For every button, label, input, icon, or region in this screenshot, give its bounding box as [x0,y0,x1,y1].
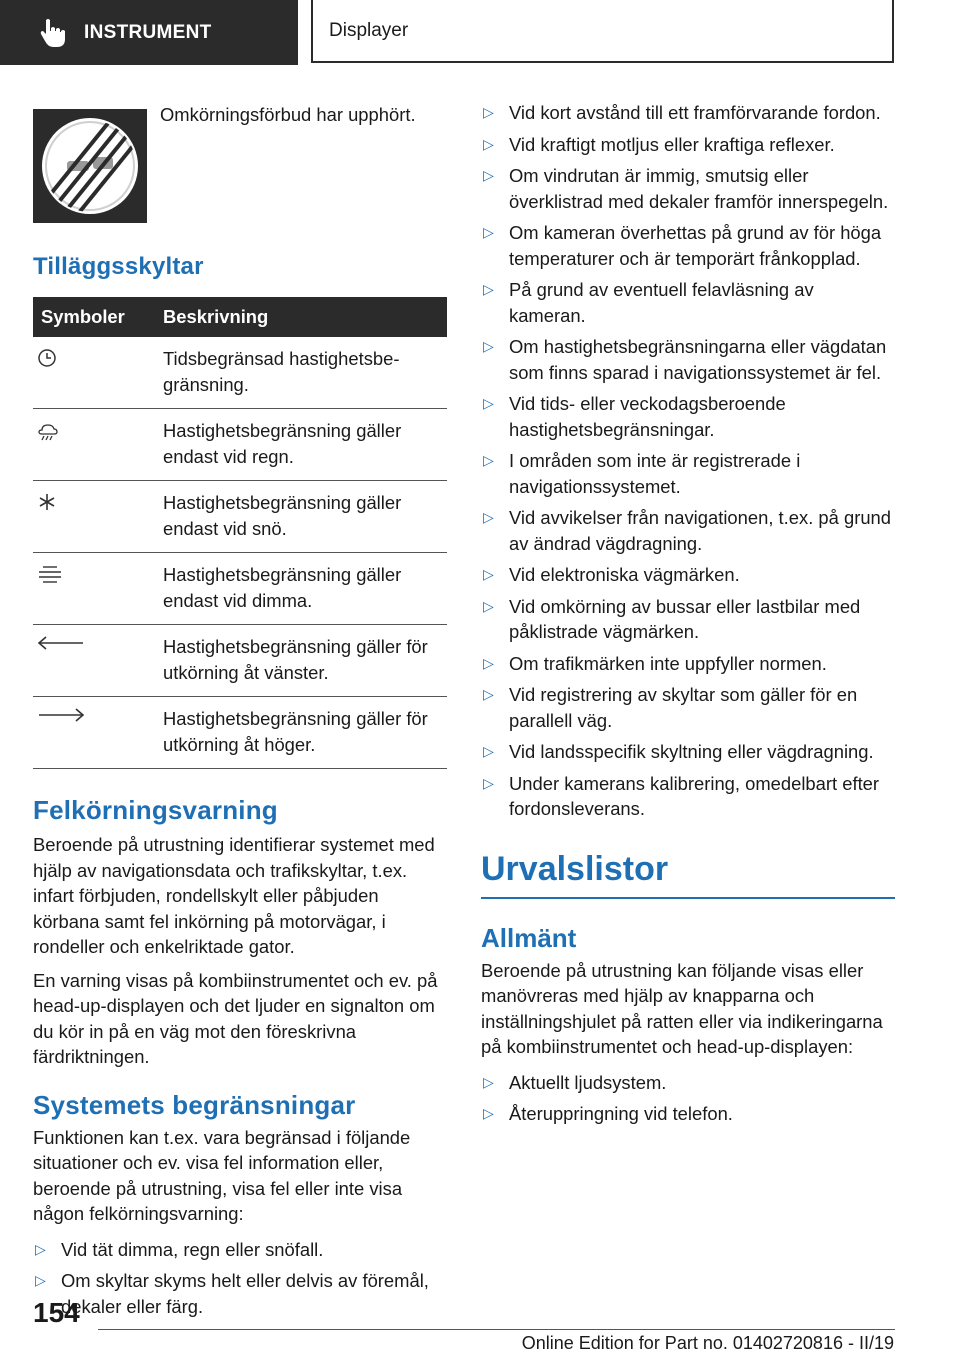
triangle-bullet-icon: ▷ [483,566,494,582]
heading-allmant: Allmänt [481,922,577,953]
triangle-bullet-icon: ▷ [35,1272,46,1288]
list-item: ▷ Om hastighetsbegränsningarna eller vägdatan som finns sparad i navigationssystemet är fel. [483,336,887,383]
list-item: ▷ Vid elektroniska vägmärken. [481,562,895,588]
triangle-bullet-icon: ▷ [483,452,494,468]
triangle-bullet-icon: ▷ [483,686,494,702]
arrow-right-icon [37,708,85,722]
row-description: Hastighetsbegränsning gäller endast vid regn. [155,409,447,481]
end-no-overtaking-icon [33,109,147,223]
heading-urvalslistor: Urvalslistor [481,850,895,899]
list-item: ▷ Om vindrutan är immig, smutsig eller överklistrad med dekaler framför innerspegeln. [483,165,889,212]
symbol-table [33,297,447,769]
list-item: ▷ Om trafikmärken inte uppfyller normen. [481,651,895,677]
triangle-bullet-icon: ▷ [483,395,494,411]
limitations-list-right [481,100,895,822]
edition-footer: Online Edition for Part no. 01402720816 - II/19 [521,1333,894,1353]
heading-tillaggsskyltar: Tilläggsskyltar [33,253,204,280]
felkorning-paragraph-1: Beroende på utrustning identifierar systemet med hjälp av navigationsdata och trafikskyltar, t.ex. infart förbjuden, rondellskylt eller påbjuden körbana samt fel inkörning på motorvägar, i rondeller och enkelriktade gator. [33,834,435,957]
end-of-no-overtaking-sign [33,109,147,223]
arrow-left-icon [37,636,85,650]
begransningar-intro: Funktionen kan t.ex. vara begränsad i följande situationer och ev. visa fel information eller, beroende på utrustning, visa fel eller inte visa någon felkörningsvarning: [33,1126,411,1224]
list-item: ▷ Aktuellt ljudsystem. [481,1070,895,1096]
triangle-bullet-icon: ▷ [35,1240,46,1257]
list-item: ▷ På grund av eventuell felavläsning av kameran. [483,279,814,326]
list-item: ▷ Vid registrering av skyltar som gäller för en parallell väg. [483,684,858,731]
triangle-bullet-icon: ▷ [483,338,494,354]
list-item: ▷ Om kameran överhettas på grund av för höga temperaturer och är temporärt frånkopplad. [483,222,882,269]
list-item: ▷ Vid landsspecifik skyltning eller vägdragning. [481,739,895,765]
limitations-list-left [33,1237,447,1320]
triangle-bullet-icon: ▷ [483,597,494,614]
table-row [33,481,447,553]
heading-felkorningsvarning: Felkörningsvarning [33,795,278,825]
column-header-description: Beskrivning [155,297,447,337]
list-item: ▷ I områden som inte är registrerade i navigationssystemet. [483,450,801,497]
list-item: ▷ Vid kraftigt motljus eller kraftiga reflexer. [481,132,895,158]
triangle-bullet-icon: ▷ [483,509,494,525]
right-column [481,100,895,1133]
urval-intro: Beroende på utrustning kan följande visas eller manövreras med hjälp av knapparna och inställningshjulet på ratten eller via indikeringarna på kombiinstrumentet och head-up-displayen: [481,959,883,1057]
list-item: ▷ Vid avvikelser från navigationen, t.ex. på grund av ändrad vägdragning. [483,507,892,554]
triangle-bullet-icon: ▷ [483,1105,494,1121]
table-row [33,337,447,409]
list-item: ▷ Återuppringning vid telefon. [481,1101,895,1127]
row-description: Hastighetsbegränsning gäller endast vid dimma. [155,553,447,625]
column-header-symbols: Symboler [33,297,155,337]
table-row [33,409,447,481]
triangle-bullet-icon: ▷ [483,135,494,152]
list-item: ▷ Vid omkörning av bussar eller lastbilar med påklistrade vägmärken. [483,595,861,642]
list-item: ▷ Om skyltar skyms helt eller delvis av föremål, dekaler eller färg. [35,1270,429,1317]
triangle-bullet-icon: ▷ [483,167,494,183]
clock-icon [37,348,57,368]
sign-row [33,100,447,225]
page-number: 154 [33,1297,80,1328]
list-item: ▷ Vid tät dimma, regn eller snöfall. [33,1237,447,1263]
row-description: Hastighetsbegränsning gäller endast vid snö. [155,481,447,553]
triangle-bullet-icon: ▷ [483,104,494,120]
triangle-bullet-icon: ▷ [483,654,494,671]
fog-icon [37,564,63,584]
footer-divider [98,1329,895,1330]
row-description: Tidsbegränsad hastighetsbe- gränsning. [155,337,447,409]
triangle-bullet-icon: ▷ [483,281,494,297]
rain-icon [37,420,59,442]
triangle-bullet-icon: ▷ [483,1073,494,1090]
triangle-bullet-icon: ▷ [483,743,494,759]
left-column [33,100,447,1325]
triangle-bullet-icon: ▷ [483,774,494,791]
list-item: ▷ Vid tids- eller veckodagsberoende hastighetsbegränsningar. [483,393,786,440]
row-description: Hastighetsbegränsning gäller för utkörning åt vänster. [155,625,447,697]
snowflake-icon [37,492,57,512]
pointing-hand-icon [40,18,66,48]
row-description: Hastighetsbegränsning gäller för utkörning åt höger. [155,697,447,769]
table-row [33,625,447,697]
list-item: ▷ Under kamerans kalibrering, omedelbart efter fordonsleverans. [483,772,880,819]
heading-systemets-begransningar: Systemets begränsningar [33,1089,356,1120]
sign-caption: Omkörningsförbud har upphört. [160,104,416,125]
felkorning-paragraph-2: En varning visas på kombiinstrumentet och ev. på head-up-displayen och det ljuder en signalton om du kör in på en väg mot den föreskrivna färdriktningen. [33,969,438,1067]
section-label: INSTRUMENT [84,21,212,43]
chapter-title: Displayer [329,19,409,41]
urval-list [481,1070,895,1127]
section-tab [0,0,298,65]
table-row [33,697,447,769]
triangle-bullet-icon: ▷ [483,224,494,240]
chapter-tab [311,0,894,63]
table-row [33,553,447,625]
list-item: ▷ Vid kort avstånd till ett framförvarande fordon. [481,100,895,126]
